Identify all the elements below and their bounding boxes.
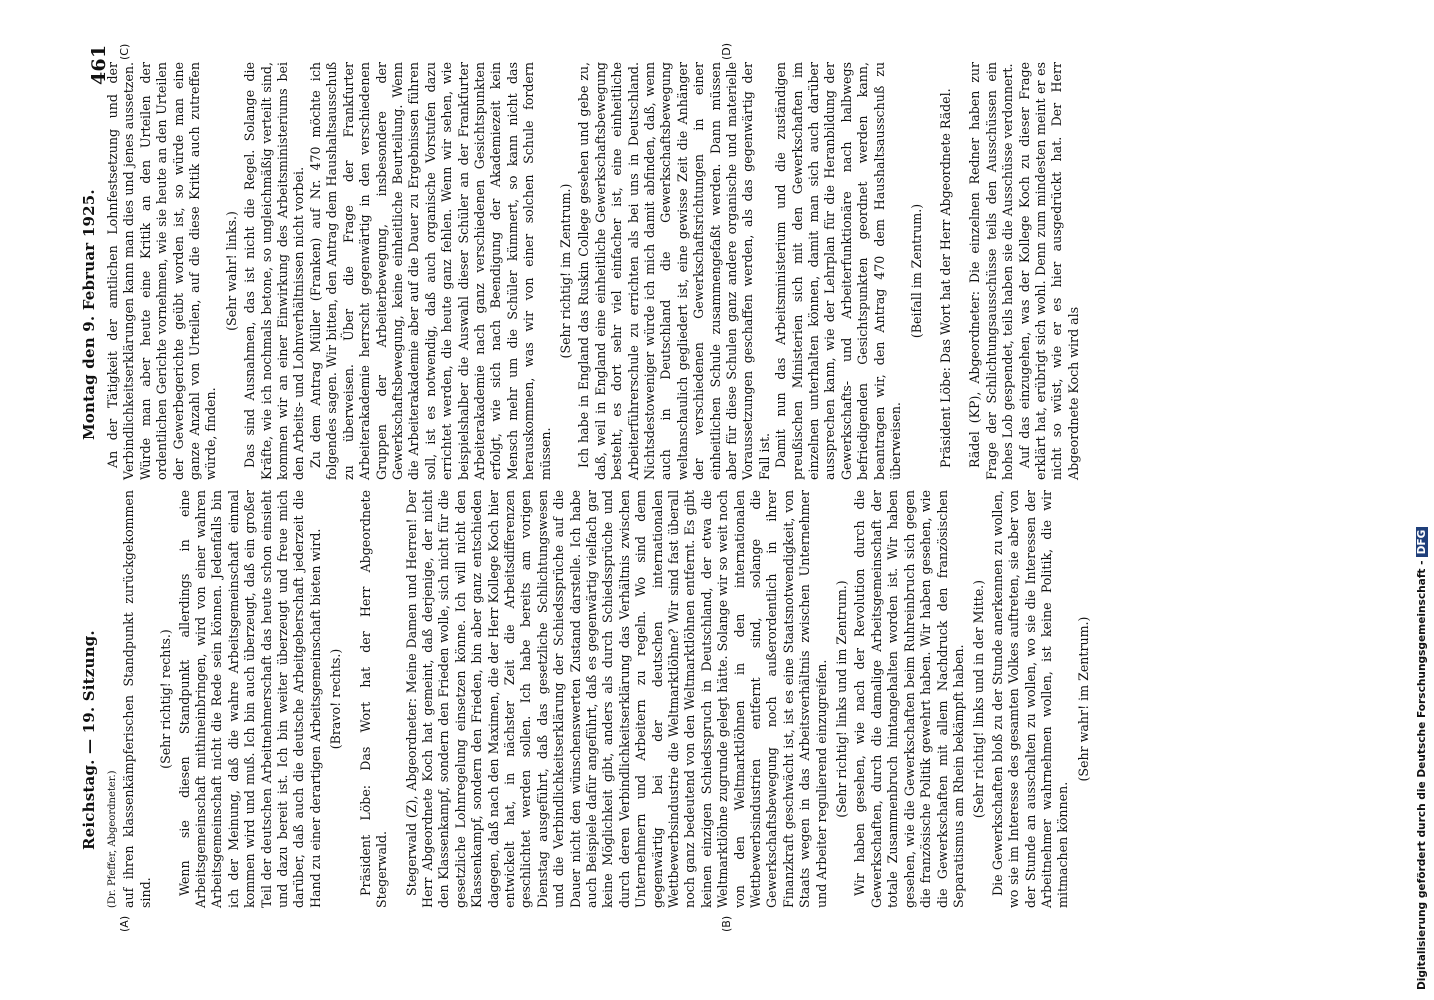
digitization-strip (1412, 0, 1432, 1000)
margin-mark-c: (C) (118, 43, 131, 60)
running-header-left: Reichstag. — 19. Sitzung. (80, 630, 98, 850)
paragraph: auf ihren klassenkämpferischen Standpunkt zurückgekommen sind. (121, 490, 153, 908)
dfg-logo: DFG (1416, 527, 1428, 558)
margin-mark-b: (B) (720, 915, 733, 932)
paragraph: Wir haben gesehen, wie nach der Revolution durch die Gewerkschaften, durch die damalige Arbeitsgemeinschaft der totale Zusammenbruch hintangehalten worden ist. Wir haben gesehen, wie die Gewerkschaften beim Ruhreinbruch sich gegen die französische Politik gewehrt haben. Wir haben gesehen, wie die Gewerkschaften mit allem Nachdruck den französischen Separatismus am Rhein bekämpft haben. (852, 490, 966, 908)
paragraph: Das sind Ausnahmen, das ist nicht die Regel. Solange die Kräfte, wie ich nochmals betone, so ungleichmäßig verteilt sind, kommen wir an einer Einwirkung des Arbeitsministeriums bei den Arbeits- und Lohnverhältnissen nicht vorbei. (242, 62, 307, 480)
president-remark: Präsident Löbe: Das Wort hat der Herr Abgeordnete Stegerwald. (357, 490, 390, 908)
paragraph: Die Gewerkschaften bloß zu der Stunde anerkennen zu wollen, wo sie im Interesse des gesamten Volkes auftreten, sie aber von der Stunde an ausschalten zu wollen, wo sie die Interessen der Arbeitnehmer wahrnehmen wollen, ist keine Politik, die wir mitmachen können. (989, 490, 1071, 908)
digitization-note-text: Digitalisierung gefördert durch die Deutsche Forschungsgemeinschaft - (1416, 560, 1428, 990)
interjection: (Bravo! rechts.) (328, 648, 344, 750)
interjection: (Sehr richtig! rechts.) (158, 629, 174, 769)
digitization-note (1416, 0, 1432, 990)
speech-stegerwald: Stegerwald (Z), Abgeordneter: Meine Damen und Herren! Der Herr Abgeordnete Koch hat gemeint, daß derjenige, der nicht den Klassenkampf, sondern den Frieden wolle, sich nicht für die gesetzliche Lohnregelung einsetzen könne. Ich will nicht den Klassenkampf, sondern den Frieden, bin aber ganz entschieden dagegen, daß nach den Maximen, die der Herr Kollege Koch hier entwickelt hat, in nächster Zeit die Arbeitsdifferenzen geschlichtet werden sollen. Ich habe bereits am vorigen Dienstag ausgeführt, daß das gesetzliche Schlichtungswesen und die Verbindlichkeitserklärung der Schiedssprüche auf die Dauer nicht den wünschenswerten Zustand darstelle. Ich habe auch Beispiele dafür angeführt, daß es gegenwärtig vielfach gar keine Möglichkeit gibt, anders als durch Schiedssprüche und durch deren Verbindlichkeitserklärung das Verhältnis zwischen Unternehmern und Arbeitern zu regeln. Wo sind denn gegenwärtig bei der deutschen internationalen Wettbewerbsindustrie die Weltmarktlöhne? Wir sind fast überall noch ganz bedeutend von den Weltmarktlöhnen entfernt. Es gibt keinen einzigen Schiedsspruch in Deutschland, der etwa die Weltmarktlöhne zugrunde gelegt hätte. Solange wir so weit noch von den Weltmarktlöhnen in den internationalen Wettbewerbsindustrien entfernt sind, solange die Gewerkschaftsbewegung noch außerordentlich in ihrer Finanzkraft geschwächt ist, ist es eine Staatsnotwendigkeit, von Staats wegen in das Arbeitsverhältnis zwischen Unternehmer und Arbeiter regulierend einzugreifen. (403, 490, 829, 908)
interjection: (Sehr richtig! links und im Zentrum.) (834, 580, 850, 818)
page-number: 461 (88, 44, 110, 85)
column-right (105, 62, 1082, 480)
interjection: (Sehr wahr! im Zentrum.) (1075, 616, 1091, 782)
paragraph: An der Tätigkeit der amtlichen Lohnfestsetzung und der Verbindlichkeitserklärungen kann man dies und jenes aussetzen. Würde man aber heute eine Kritik an den Urteilen der ordentlichen Gerichte vornehmen, wie sie heute an den Urteilen der Gewerbegerichte geübt worden ist, so würde man eine ganze Anzahl von Urteilen, auf die diese Kritik auch zutreffen würde, finden. (105, 62, 219, 480)
interjection: (Beifall im Zentrum.) (908, 203, 924, 339)
paragraph: Auf das einzugehen, was der Kollege Koch zu dieser Frage erklärt hat, erübrigt sich wohl. Denn zum mindesten meint er es nicht so wüst, wie er es hier ausgedrückt hat. Der Herr Abgeordnete Koch wird als (1016, 62, 1081, 480)
speech-raedel: Rädel (KP), Abgeordneter: Die einzelnen Redner haben zur Frage der Schlichtungsausschüsse teils den Ausschüssen ein hohes Lob gespendet, teils haben sie die Ausschüsse verdonnert. (967, 62, 1016, 480)
paragraph: Ich habe in England das Ruskin College gesehen und gebe zu, daß, weil in England eine einheitliche Gewerkschaftsbewegung besteht, es dort sehr viel einfacher ist, eine einheitliche Arbeiterführerschule zu errichten als bei uns in Deutschland. Nichtsdestoweniger würde ich mich damit abfinden, daß, wenn auch in Deutschland die Gewerkschaftsbewegung weltanschaulich gegliedert ist, eine gewisse Zeit die Anhänger der verschiedenen Gewerkschaftsrichtungen in einer einheitlichen Schule zusammengefaßt werden. Dann müssen aber für diese Schulen ganz andere organische und materielle Voraussetzungen geschaffen werden, als das gegenwärtig der Fall ist. (576, 62, 772, 480)
interjection: (Sehr richtig! links und in der Mitte.) (971, 579, 987, 819)
paragraph: Zu dem Antrag Müller (Franken) auf Nr. 470 möchte ich folgendes sagen. Wir bitten, den Antrag dem Haushaltsausschuß zu überweisen. Über die Frage der Frankfurter Arbeiterakademie herrscht gegenwärtig in den verschiedenen Gruppen der Arbeiterbewegung, insbesondere der Gewerkschaftsbewegung, keine einheitliche Beurteilung. Wenn die Arbeiterakademie aber auf die Dauer zu Ergebnissen führen soll, ist es notwendig, daß auch organische Vorstufen dazu errichtet werden, die heute ganz fehlen. Wenn wir sehen, wie beispielshalber die Auswahl dieser Schüler an der Frankfurter Arbeiterakademie nach ganz verschiedenen Gesichtspunkten erfolgt, wie sich nach Beendigung der Akademiezeit kein Mensch mehr um die Schüler kümmert, so kann nicht das herauskommen, was wir von einer solchen Schule fordern müssen. (307, 62, 553, 480)
paragraph: Wenn sie diesen Standpunkt allerdings in eine Arbeitsgemeinschaft mithineinbringen, wird von einer wahren Arbeitsgemeinschaft nicht die Rede sein können. Jedenfalls bin ich der Meinung, daß die wahre Arbeitsgemeinschaft einmal kommen wird und muß. Ich bin auch überzeugt, daß ein großer Teil der deutschen Arbeitnehmerschaft das heute schon einsieht und dazu bereit ist. Ich bin weiter überzeugt und freue mich darüber, daß auch die deutsche Arbeitgeberschaft jederzeit die Hand zu einer derartigen Arbeitsgemeinschaft bieten wird. (176, 490, 323, 908)
paragraph: Damit nun das Arbeitsministerium und die zuständigen preußischen Ministerien sich mit den Gewerkschaften im einzelnen unterhalten können, damit man sich auch darüber aussprechen kann, wie der Lehrplan für die Heranbildung der Gewerkschafts- und Arbeiterfunktionäre nach halbwegs befriedigenden Gesichtspunkten geordnet werden kann, beantragen wir, den Antrag 470 dem Haushaltsausschuß zu überweisen. (773, 62, 904, 480)
speaker-continuation: (Dr. Pfeffer, Abgeordneter.) (107, 770, 118, 908)
margin-mark-d: (D) (720, 42, 733, 60)
running-header-date: Montag den 9. Februar 1925. (80, 189, 98, 440)
interjection: (Sehr wahr! links.) (223, 211, 239, 331)
interjection: (Sehr richtig! im Zentrum.) (557, 183, 573, 359)
president-remark: Präsident Löbe: Das Wort hat der Herr Abgeordnete Rädel. (937, 88, 953, 468)
column-left (105, 490, 1094, 908)
margin-mark-a: (A) (118, 915, 131, 932)
